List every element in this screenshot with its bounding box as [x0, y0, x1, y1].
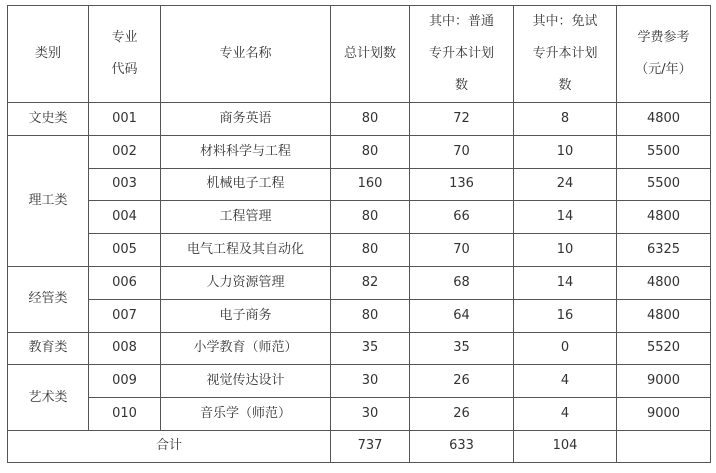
major-code-cell: 001: [89, 103, 161, 136]
total-plan-cell: 80: [331, 234, 410, 267]
major-code-cell: 010: [89, 398, 161, 431]
tuition-cell: 5500: [617, 168, 711, 201]
regular-plan-cell: 70: [410, 234, 514, 267]
total-plan-cell: 30: [331, 365, 410, 398]
regular-plan-cell: 64: [410, 299, 514, 332]
table-row: [8, 234, 711, 267]
header-total-plan: 总计划数: [331, 6, 410, 103]
major-name-cell: 工程管理: [161, 201, 331, 234]
table-row: [8, 299, 711, 332]
exempt-plan-cell: 16: [514, 299, 617, 332]
tuition-cell: 9000: [617, 365, 711, 398]
exempt-plan-cell: 8: [514, 103, 617, 136]
exempt-plan-cell: 10: [514, 135, 617, 168]
regular-plan-cell: 26: [410, 398, 514, 431]
tuition-sum: [617, 430, 711, 462]
exempt-plan-cell: 4: [514, 365, 617, 398]
table-row: [8, 332, 711, 365]
major-code-cell: 005: [89, 234, 161, 267]
regular-plan-sum: 633: [410, 430, 514, 462]
major-code-cell: 007: [89, 299, 161, 332]
tuition-cell: 4800: [617, 103, 711, 136]
header-regular-plan: 其中：普通 专升本计划 数: [410, 6, 514, 103]
table-row: [8, 103, 711, 136]
regular-plan-cell: 72: [410, 103, 514, 136]
total-plan-cell: 80: [331, 201, 410, 234]
major-code-cell: 006: [89, 266, 161, 299]
regular-plan-cell: 68: [410, 266, 514, 299]
table-row: [8, 201, 711, 234]
total-plan-sum: 737: [331, 430, 410, 462]
major-name-cell: 电气工程及其自动化: [161, 234, 331, 267]
tuition-cell: 6325: [617, 234, 711, 267]
regular-plan-cell: 136: [410, 168, 514, 201]
regular-plan-cell: 35: [410, 332, 514, 365]
major-code-cell: 002: [89, 135, 161, 168]
table-row: [8, 135, 711, 168]
major-name-cell: 人力资源管理: [161, 266, 331, 299]
category-cell: 艺术类: [8, 365, 89, 431]
header-category: 类别: [8, 6, 89, 103]
major-name-cell: 材料科学与工程: [161, 135, 331, 168]
total-plan-cell: 82: [331, 266, 410, 299]
tuition-cell: 9000: [617, 398, 711, 431]
major-name-cell: 商务英语: [161, 103, 331, 136]
total-plan-cell: 80: [331, 103, 410, 136]
exempt-plan-cell: 4: [514, 398, 617, 431]
table-row: [8, 168, 711, 201]
header-major-code: 专业 代码: [89, 6, 161, 103]
regular-plan-cell: 70: [410, 135, 514, 168]
tuition-cell: 4800: [617, 201, 711, 234]
exempt-plan-cell: 0: [514, 332, 617, 365]
major-code-cell: 004: [89, 201, 161, 234]
category-cell: 经管类: [8, 266, 89, 332]
table-row: [8, 365, 711, 398]
header-row: [8, 6, 711, 103]
major-name-cell: 视觉传达设计: [161, 365, 331, 398]
exempt-plan-cell: 14: [514, 201, 617, 234]
category-cell: 教育类: [8, 332, 89, 365]
major-code-cell: 009: [89, 365, 161, 398]
major-name-cell: 音乐学（师范）: [161, 398, 331, 431]
table-row: [8, 266, 711, 299]
exempt-plan-cell: 10: [514, 234, 617, 267]
major-code-cell: 008: [89, 332, 161, 365]
major-code-cell: 003: [89, 168, 161, 201]
regular-plan-cell: 26: [410, 365, 514, 398]
regular-plan-cell: 66: [410, 201, 514, 234]
major-name-cell: 电子商务: [161, 299, 331, 332]
enrollment-plan-table: [7, 5, 711, 463]
exempt-plan-cell: 24: [514, 168, 617, 201]
major-name-cell: 机械电子工程: [161, 168, 331, 201]
exempt-plan-cell: 14: [514, 266, 617, 299]
header-exempt-plan: 其中：免试 专升本计划 数: [514, 6, 617, 103]
exempt-plan-sum: 104: [514, 430, 617, 462]
total-plan-cell: 80: [331, 135, 410, 168]
total-row: [8, 430, 711, 462]
total-plan-cell: 80: [331, 299, 410, 332]
header-tuition: 学费参考 （元/年）: [617, 6, 711, 103]
tuition-cell: 5500: [617, 135, 711, 168]
category-cell: 文史类: [8, 103, 89, 136]
major-name-cell: 小学教育（师范）: [161, 332, 331, 365]
tuition-cell: 5520: [617, 332, 711, 365]
category-cell: 理工类: [8, 135, 89, 266]
header-major-name: 专业名称: [161, 6, 331, 103]
table-row: [8, 398, 711, 431]
tuition-cell: 4800: [617, 299, 711, 332]
total-label: 合计: [8, 430, 331, 462]
total-plan-cell: 35: [331, 332, 410, 365]
total-plan-cell: 30: [331, 398, 410, 431]
tuition-cell: 4800: [617, 266, 711, 299]
total-plan-cell: 160: [331, 168, 410, 201]
